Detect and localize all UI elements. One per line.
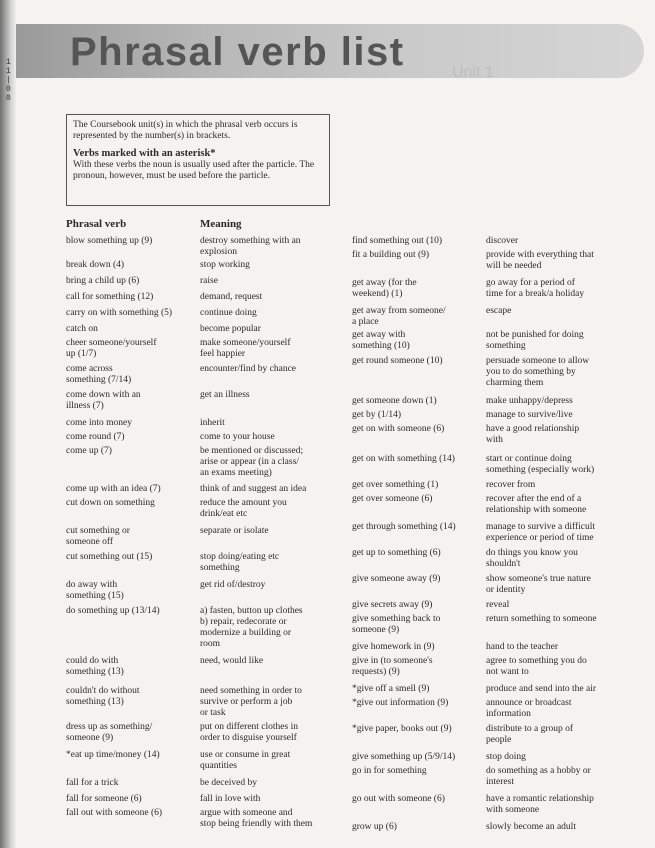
phrasal-verb: come up (7): [66, 446, 112, 456]
side-marks: 1 1 | 0 0: [6, 58, 11, 103]
verb-meaning: have a good relationship with: [486, 424, 580, 445]
verb-meaning: get rid of/destroy: [200, 580, 266, 590]
verb-meaning: use or consume in great quantities: [200, 750, 291, 771]
verb-meaning: think of and suggest an idea: [200, 484, 307, 494]
phrasal-verb: could do with something (13): [66, 656, 124, 677]
verb-meaning: agree to something you do not want to: [486, 656, 587, 677]
verb-meaning: need, would like: [200, 656, 264, 666]
verb-meaning: not be punished for doing something: [486, 330, 584, 351]
phrasal-verb: blow something up (9): [66, 236, 153, 246]
phrasal-verb: do something up (13/14): [66, 606, 160, 616]
phrasal-verb: bring a child up (6): [66, 276, 140, 286]
phrasal-verb: get over something (1): [352, 480, 439, 490]
verb-meaning: escape: [486, 306, 512, 316]
verb-meaning: show someone's true nature or identity: [486, 574, 591, 595]
phrasal-verb: get through something (14): [352, 522, 456, 532]
verb-meaning: put on different clothes in order to disguise yourself: [200, 722, 298, 743]
note-intro: The Coursebook unit(s) in which the phrasal verb occurs is represented by the number(s) in brackets.: [73, 120, 298, 141]
verb-meaning: continue doing: [200, 308, 257, 318]
phrasal-verb: get on with something (14): [352, 454, 455, 464]
phrasal-verb: come up with an idea (7): [66, 484, 161, 494]
phrasal-verb: give in (to someone's requests) (9): [352, 656, 433, 677]
verb-meaning: recover from: [486, 480, 536, 490]
verb-meaning: return something to someone: [486, 614, 597, 624]
phrasal-verb: fall for a trick: [66, 778, 119, 788]
verb-meaning: get an illness: [200, 390, 250, 400]
phrasal-verb: fit a building out (9): [352, 250, 430, 260]
phrasal-verb: catch on: [66, 324, 98, 334]
verb-meaning: stop doing/eating etc something: [200, 552, 280, 573]
verb-meaning: stop doing: [486, 752, 526, 762]
phrasal-verb: cheer someone/yourself up (1/7): [66, 338, 157, 359]
phrasal-verb: get someone down (1): [352, 396, 437, 406]
phrasal-verb: come down with an illness (7): [66, 390, 141, 411]
book-spine-shadow: [0, 0, 16, 848]
verb-meaning: distribute to a group of people: [486, 724, 574, 745]
phrasal-verb: get round someone (10): [352, 356, 443, 366]
verb-meaning: slowly become an adult: [486, 822, 576, 832]
phrasal-verb: come into money: [66, 418, 132, 428]
phrasal-verb: do away with something (15): [66, 580, 124, 601]
verb-meaning: inherit: [200, 418, 225, 428]
phrasal-verb: get by (1/14): [352, 410, 402, 420]
phrasal-verb: call for something (12): [66, 292, 154, 302]
verb-meaning: discover: [486, 236, 519, 246]
verb-meaning: start or continue doing something (especially work): [486, 454, 595, 475]
phrasal-verb: go in for something: [352, 766, 427, 776]
verb-meaning: manage to survive a difficult experience or period of time: [486, 522, 596, 543]
verb-meaning: reveal: [486, 600, 510, 610]
verb-meaning: encounter/find by chance: [200, 364, 297, 374]
page-title: Phrasal verb list: [70, 30, 405, 74]
verb-meaning: have a romantic relationship with someone: [486, 794, 594, 815]
phrasal-verb: *give paper, books out (9): [352, 724, 452, 734]
note-body: With these verbs the noun is usually used after the particle. The pronoun, however, must be used before the particle.: [73, 160, 315, 181]
phrasal-verb: get over someone (6): [352, 494, 433, 504]
verb-meaning: make unhappy/depress: [486, 396, 573, 406]
phrasal-verb: dress up as something/ someone (9): [66, 722, 153, 743]
phrasal-verb: get away with something (10): [352, 330, 410, 351]
verb-meaning: announce or broadcast information: [486, 698, 572, 719]
verb-meaning: go away for a period of time for a break/a holiday: [486, 278, 585, 299]
verb-meaning: be mentioned or discussed; arise or appear (in a class/ an exams meeting): [200, 446, 304, 478]
verb-meaning: become popular: [200, 324, 261, 334]
verb-meaning: raise: [200, 276, 218, 286]
phrasal-verb: break down (4): [66, 260, 125, 270]
phrasal-verb: get away (for the weekend) (1): [352, 278, 417, 299]
verb-meaning: do something as a hobby or interest: [486, 766, 591, 787]
verb-meaning: demand, request: [200, 292, 263, 302]
verb-meaning: argue with someone and stop being friendly with them: [200, 808, 313, 829]
phrasal-verb: couldn't do without something (13): [66, 686, 140, 707]
phrasal-verb: cut down on something: [66, 498, 155, 508]
verb-meaning: a) fasten, button up clothes b) repair, redecorate or modernize a building or room: [200, 606, 303, 649]
phrasal-verb: come round (7): [66, 432, 125, 442]
verb-meaning: manage to survive/live: [486, 410, 573, 420]
verb-meaning: provide with everything that will be needed: [486, 250, 594, 271]
ghost-title: Unit 1: [452, 64, 494, 81]
phrasal-verb: *give out information (9): [352, 698, 449, 708]
phrasal-verb-header: Phrasal verb: [66, 218, 127, 230]
phrasal-verb: carry on with something (5): [66, 308, 173, 318]
phrasal-verb: cut something out (15): [66, 552, 153, 562]
phrasal-verb: give something up (5/9/14): [352, 752, 456, 762]
phrasal-verb: fall for someone (6): [66, 794, 142, 804]
meaning-header: Meaning: [200, 218, 242, 230]
phrasal-verb: give homework in (9): [352, 642, 435, 652]
verb-meaning: come to your house: [200, 432, 275, 442]
phrasal-verb: fall out with someone (6): [66, 808, 163, 818]
verb-meaning: reduce the amount you drink/eat etc: [200, 498, 287, 519]
phrasal-verb: grow up (6): [352, 822, 397, 832]
phrasal-verb: get up to something (6): [352, 548, 441, 558]
verb-meaning: need something in order to survive or perform a job or task: [200, 686, 302, 718]
verb-meaning: make someone/yourself feel happier: [200, 338, 291, 359]
verb-meaning: stop working: [200, 260, 250, 270]
phrasal-verb: get on with someone (6): [352, 424, 445, 434]
verb-meaning: do things you know you shouldn't: [486, 548, 578, 569]
verb-meaning: fall in love with: [200, 794, 261, 804]
verb-meaning: recover after the end of a relationship with someone: [486, 494, 587, 515]
phrasal-verb: *eat up time/money (14): [66, 750, 160, 760]
phrasal-verb: give someone away (9): [352, 574, 441, 584]
phrasal-verb: go out with someone (6): [352, 794, 445, 804]
phrasal-verb: give secrets away (9): [352, 600, 433, 610]
verb-meaning: be deceived by: [200, 778, 257, 788]
phrasal-verb: cut something or someone off: [66, 526, 130, 547]
verb-meaning: destroy something with an explosion: [200, 236, 301, 257]
phrasal-verb: find something out (10): [352, 236, 442, 246]
verb-meaning: separate or isolate: [200, 526, 269, 536]
note-heading: Verbs marked with an asterisk*: [73, 148, 216, 159]
verb-meaning: persuade someone to allow you to do something by charming them: [486, 356, 590, 388]
verb-meaning: produce and send into the air: [486, 684, 597, 694]
phrasal-verb: give something back to someone (9): [352, 614, 441, 635]
phrasal-verb: *give off a smell (9): [352, 684, 430, 694]
verb-meaning: hand to the teacher: [486, 642, 559, 652]
phrasal-verb: get away from someone/ a place: [352, 306, 446, 327]
note-box: [66, 114, 330, 206]
phrasal-verb: come across something (7/14): [66, 364, 132, 385]
